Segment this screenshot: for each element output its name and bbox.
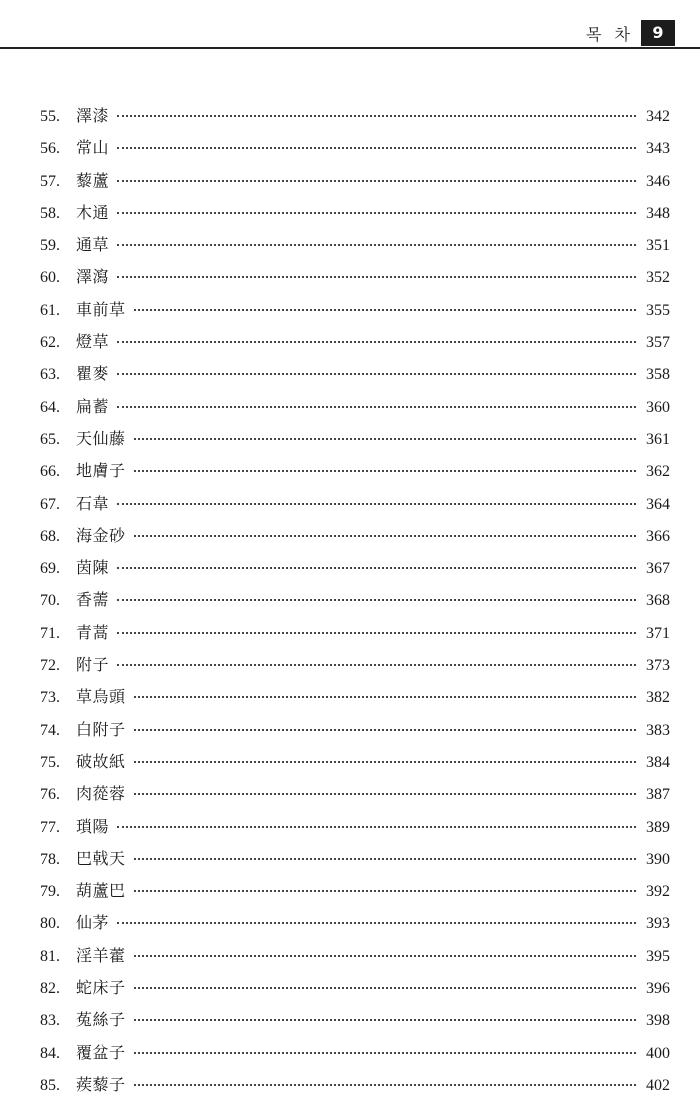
toc-entry-title: 通草 [76,235,110,255]
toc-entry-page: 392 [646,883,670,901]
toc-entry-number: 70. [40,592,60,610]
dot-leader [134,890,636,892]
dot-leader [134,761,636,763]
toc-entry-page: 360 [646,398,670,416]
toc-entry-title: 澤漆 [76,106,110,125]
toc-entry-title: 車前草 [76,299,126,319]
toc-entry-number: 57. [40,172,60,190]
header-title: 목 차 [586,25,634,44]
toc-entry[interactable] [40,555,670,587]
toc-entry-number: 80. [40,915,60,933]
toc-entry-page: 361 [646,430,670,448]
dot-leader [117,567,636,569]
toc-entry[interactable] [40,135,670,167]
toc-entry-title: 燈草 [76,332,110,352]
toc-entry-title: 瞿麥 [76,364,110,384]
toc-entry[interactable] [40,232,670,264]
toc-entry[interactable] [40,1007,670,1039]
toc-entry-title: 破故紙 [76,751,126,771]
dot-leader [134,470,636,472]
toc-entry-title: 白附子 [76,719,126,739]
toc-entry-page: 368 [646,592,670,610]
toc-entry-page: 395 [646,947,670,965]
toc-entry-number: 61. [40,301,60,319]
toc-entry-title: 蒺藜子 [76,1074,126,1094]
toc-entry-page: 348 [646,204,670,222]
toc-entry-page: 367 [646,560,670,578]
toc-entry-page: 393 [646,915,670,933]
toc-entry-number: 84. [40,1044,60,1062]
toc-entry-number: 77. [40,818,60,836]
toc-entry-page: 352 [646,269,670,287]
dot-leader [117,147,636,149]
toc-entry[interactable] [40,297,670,329]
toc-entry[interactable] [40,458,670,490]
toc-entry[interactable] [40,361,670,393]
toc-entry[interactable] [40,394,670,426]
dot-leader [134,955,636,957]
toc-entry-title: 瑣陽 [76,816,110,836]
page-header [0,20,700,48]
toc-entry-title: 天仙藤 [76,428,126,448]
dot-leader [117,244,636,246]
dot-leader [117,180,636,182]
toc-entry-page: 384 [646,753,670,771]
toc-entry-page: 382 [646,689,670,707]
toc-entry-title: 常山 [76,138,110,158]
toc-entry-page: 355 [646,301,670,319]
dot-leader [117,212,636,214]
toc-entry-number: 81. [40,947,60,965]
toc-entry-page: 362 [646,463,670,481]
toc-entry[interactable] [40,814,670,846]
dot-leader [117,503,636,505]
toc-entry-number: 59. [40,237,60,255]
toc-entry[interactable] [40,943,670,975]
dot-leader [134,1084,636,1086]
page-number-badge: 9 [641,20,675,46]
dot-leader [117,922,636,924]
toc-entry-number: 79. [40,883,60,901]
toc-entry[interactable] [40,781,670,813]
toc-entry-number: 76. [40,786,60,804]
toc-entry[interactable] [40,749,670,781]
dot-leader [117,373,636,375]
toc-entry-title: 海金砂 [76,525,126,545]
toc-entry[interactable] [40,1040,670,1072]
toc-entry-number: 85. [40,1076,60,1094]
toc-entry-number: 67. [40,495,60,513]
toc-entry-number: 65. [40,430,60,448]
toc-entry-number: 72. [40,657,60,675]
toc-entry-title: 石韋 [76,493,110,513]
header-rule [0,47,700,49]
dot-leader [134,535,636,537]
toc-entry[interactable] [40,426,670,458]
toc-entry[interactable] [40,620,670,652]
toc-entry-page: 387 [646,786,670,804]
toc-entry-page: 396 [646,980,670,998]
toc-entry-page: 373 [646,657,670,675]
toc-entry-title: 地膚子 [76,461,126,481]
toc-entry[interactable] [40,652,670,684]
toc-entry[interactable] [40,878,670,910]
toc-entry[interactable] [40,491,670,523]
toc-entry[interactable] [40,523,670,555]
toc-entry-page: 364 [646,495,670,513]
toc-entry-title: 扁蓄 [76,396,110,416]
dot-leader [134,729,636,731]
toc-entry-title: 菟絲子 [76,1010,126,1030]
dot-leader [117,632,636,634]
dot-leader [117,599,636,601]
toc-entry-page: 357 [646,334,670,352]
dot-leader [134,793,636,795]
toc-entry-page: 351 [646,237,670,255]
toc-entry-title: 覆盆子 [76,1042,126,1062]
toc-entry-page: 402 [646,1076,670,1094]
dot-leader [117,826,636,828]
toc-entry-number: 78. [40,850,60,868]
toc-entry[interactable] [40,200,670,232]
dot-leader [117,276,636,278]
toc-entry-page: 371 [646,624,670,642]
toc-entry-number: 69. [40,560,60,578]
toc-entry-number: 60. [40,269,60,287]
toc-entry-title: 藜蘆 [76,170,110,190]
dot-leader [117,406,636,408]
dot-leader [134,1052,636,1054]
toc-entry-page: 358 [646,366,670,384]
toc-entry-number: 56. [40,140,60,158]
toc-entry-title: 淫羊藿 [76,945,126,965]
toc-entry-number: 71. [40,624,60,642]
toc-entry-title: 葫蘆巴 [76,881,126,901]
toc-entry-page: 390 [646,850,670,868]
toc-entry-title: 附子 [76,655,110,675]
toc-entry-page: 366 [646,527,670,545]
toc-entry[interactable] [40,846,670,878]
dot-leader [134,1019,636,1021]
toc-entry-page: 342 [646,108,670,125]
toc-entry-number: 66. [40,463,60,481]
toc-entry[interactable] [40,329,670,361]
toc-entry-title: 澤瀉 [76,267,110,287]
toc-entry-page: 389 [646,818,670,836]
toc-entry-title: 草烏頭 [76,687,126,707]
toc-entry-title: 肉蓯蓉 [76,784,126,804]
dot-leader [134,309,636,311]
toc-entry[interactable] [40,684,670,716]
table-of-contents [40,103,670,1104]
toc-entry-number: 75. [40,753,60,771]
toc-entry-number: 64. [40,398,60,416]
dot-leader [117,115,636,117]
toc-entry[interactable] [40,103,670,135]
dot-leader [134,438,636,440]
toc-entry-number: 63. [40,366,60,384]
toc-entry-title: 青蒿 [76,622,110,642]
toc-entry-title: 仙茅 [76,913,110,933]
toc-entry-title: 木通 [76,202,110,222]
dot-leader [134,858,636,860]
toc-entry-page: 400 [646,1044,670,1062]
toc-entry-number: 58. [40,204,60,222]
toc-entry[interactable] [40,587,670,619]
toc-entry[interactable] [40,717,670,749]
toc-entry-number: 68. [40,527,60,545]
toc-entry-page: 343 [646,140,670,158]
dot-leader [134,696,636,698]
toc-entry[interactable] [40,910,670,942]
toc-entry-page: 383 [646,721,670,739]
toc-entry-title: 蛇床子 [76,978,126,998]
toc-entry[interactable] [40,975,670,1007]
dot-leader [117,341,636,343]
toc-entry-number: 62. [40,334,60,352]
toc-entry-page: 346 [646,172,670,190]
toc-entry-number: 73. [40,689,60,707]
toc-entry[interactable] [40,264,670,296]
toc-entry-title: 巴戟天 [76,848,126,868]
toc-entry-number: 74. [40,721,60,739]
dot-leader [117,664,636,666]
toc-entry-number: 55. [40,108,60,125]
toc-entry-title: 香薷 [76,590,110,610]
toc-entry-number: 82. [40,980,60,998]
toc-entry-title: 茵陳 [76,558,110,578]
toc-entry[interactable] [40,168,670,200]
toc-entry-page: 398 [646,1012,670,1030]
toc-entry-number: 83. [40,1012,60,1030]
dot-leader [134,987,636,989]
toc-entry[interactable] [40,1072,670,1104]
